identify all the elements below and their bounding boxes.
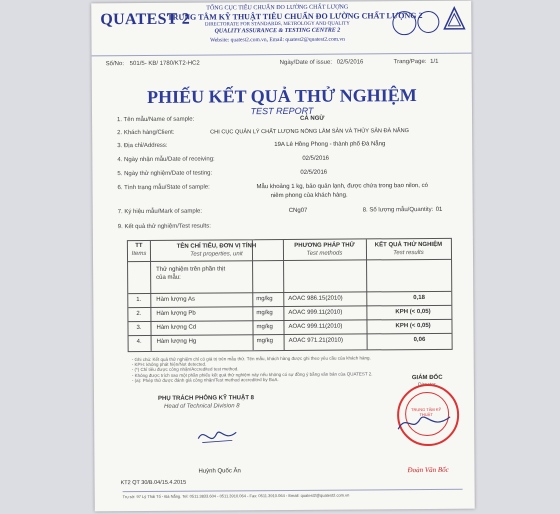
col-header-result: KẾT QUẢ THỬ NGHIỆM [374,241,443,249]
table-group-label-2: của mẫu: [156,274,181,281]
field-label: 7. Ký hiệu mẫu/Mark of sample: [117,208,203,216]
field-label: 4. Ngày nhận mẫu/Date of receiving: [117,156,215,164]
col-header-method: PHƯƠNG PHÁP THỬ [294,242,355,249]
left-signature-icon [194,422,240,448]
note-line: - KPH: không phát hiện/Not detected. [131,361,207,368]
field-value: CẢ NGỪ [300,115,325,122]
field-address [92,141,472,156]
field-test-results [93,222,473,237]
note-line: - Ghi chú: Kết quả thử nghiệm chỉ có giá trị trên mẫu thử. Tên mẫu, khách hàng được ghi theo yêu cầu của khách hàng. [131,355,371,363]
table-row-method: AOAC 999.11(2010) [288,309,343,316]
test-report-sheet [91,1,475,512]
issue-date [280,59,364,66]
table-row-result: 0,18 [413,295,426,302]
page-label: Trang/Page: [393,58,427,66]
field-sample-state [93,183,473,208]
report-header [91,1,471,57]
table-row-method: AOAC 999.11(2010) [288,323,343,330]
field-value-line-2: niêm phong của khách hàng. [270,192,348,200]
field-label: 1. Tên mẫu/Name of sample: [117,116,195,124]
left-signatory-title: PHỤ TRÁCH PHÒNG KỸ THUẬT 8 [157,395,255,402]
right-signatory-title: GIÁM ĐỐC [411,374,443,382]
table-row-no: 2. [136,310,142,318]
note-line: - (a): Phép thử được đánh giá công nhận/Test method accredited by BoA. [131,376,279,383]
form-code: KT2 QT 30/B.04/15.4.2015 [120,479,187,487]
vilas-badge-icon [417,11,439,33]
right-signatory-name: Đoàn Văn Bốc [407,465,449,475]
table-group-label: Thử nghiệm trên phần thịt [156,266,226,273]
report-notes [132,355,452,383]
table-row-result: KPH (< 0,05) [395,308,431,316]
table-row-method: AOAC 986.15(2010) [288,295,343,302]
page-value: 1/1 [430,58,439,65]
doc-number-value: 501/5- KB/ 1780/KT2-HC2 [129,60,200,68]
table-row-method: AOAC 971.21(2010) [288,337,343,344]
table-row-unit: mg/kg [256,310,273,317]
right-signatory-title-en: Director [417,381,436,389]
table-row-result: KPH (< 0,05) [395,322,431,330]
field-value: CHI CỤC QUẢN LÝ CHẤT LƯỢNG NÔNG LÂM SẢN VÀ THỦY SẢN ĐÀ NẴNG [210,128,410,136]
field-testing-date [92,169,472,184]
ilac-mra-badge-icon [392,11,416,35]
report-footer [123,489,463,499]
header-line-3: DIRECTORATE FOR STANDARDS, METROLOGY AND QUALITY [204,21,350,28]
field-sample-mark [93,207,473,222]
table-row-name: Hàm lượng Pb [156,310,196,317]
issue-date-label: Ngày/Date of issue: [279,59,333,67]
table-row-unit: mg/kg [256,338,273,345]
right-signature-icon [394,411,454,437]
table-row-unit: mg/kg [256,296,273,303]
field-value: 02/5/2016 [302,155,330,162]
field-quantity-value: 01 [435,206,443,213]
table-row-unit: mg/kg [256,324,273,331]
table-row-no: 1. [136,296,142,304]
field-label: 6. Tình trạng mẫu/State of sample: [117,184,210,192]
header-line-1: TỔNG CỤC TIÊU CHUẨN ĐO LƯỜNG CHẤT LƯỢNG [206,4,349,12]
field-label: 2. Khách hàng/Client: [117,129,175,137]
table-row-no: 3. [136,324,142,332]
issue-date-value: 02/5/2016 [336,59,364,66]
doc-number [106,61,200,68]
field-label: 3. Địa chỉ/Address: [117,142,168,150]
header-line-5: Website: quatest2.com.vn, Email: quatest2@quatest2.com.vn [210,36,345,44]
field-value: CNg07 [288,207,308,214]
table-row-name: Hàm lượng Hg [156,338,197,345]
footer-text: Trụ sở: 97 Lý Thái Tổ - Đà Nẵng. Tel: 0511.3833.604 - 0511.3910.064 - Fax: 0511.3910.064 - Email: quatest2@quatest2.com.vn [122,492,350,500]
quatest-triangle-icon [443,7,465,31]
report-title: PHIẾU KẾT QUẢ THỬ NGHIỆM [146,85,417,107]
header-line-4: QUALITY ASSURANCE & TESTING CENTRE 2 [214,27,341,35]
field-value: 02/5/2016 [300,169,328,176]
note-line: - Không được trích sao một phần phiếu kết quả thử nghiệm này nếu không có sự đồng ý bằng văn bản của QUATEST 2. [131,370,373,378]
field-quantity-label: 8. Số lượng mẫu/Quantity: [362,206,434,214]
report-subtitle: TEST REPORT [250,105,314,117]
page-number [394,59,439,65]
results-table [127,238,453,352]
note-line: - (*) Chỉ tiêu được công nhận/Accredited test method. [131,366,239,373]
quatest-logo: QUATEST 2 [100,10,191,29]
stamp-text: TRUNG TÂM KỸ THUẬT [410,406,442,418]
field-value: 19A Lê Hồng Phong - thành phố Đà Nẵng [274,141,386,149]
col-header-tt-en: Items [131,250,147,258]
table-row-name: Hàm lượng Cd [156,324,197,331]
col-header-property: TÊN CHỈ TIÊU, ĐƠN VỊ TÍNH [176,243,257,250]
table-row-result: 0,06 [413,337,426,344]
col-header-tt: TT [135,242,143,250]
field-receiving-date [92,155,472,170]
doc-number-label: Số/No: [105,61,125,68]
field-value: Mẫu khoảng 1 kg, bảo quản lạnh, được chứa trong bao nilon, có [256,182,428,191]
col-header-property-en: Test properties, unit [190,251,243,258]
col-header-method-en: Test methods [306,250,343,257]
left-signatory-name: Huỳnh Quốc Ân [198,468,241,475]
table-row-name: Hàm lượng As [156,296,195,303]
field-label: 9. Kết quả thử nghiệm/Test results: [117,223,211,231]
col-header-result-en: Test results [393,250,424,257]
header-line-2: TRUNG TÂM KỸ THUẬT TIÊU CHUẨN ĐO LƯỜNG CHẤT LƯỢNG 2 [167,11,423,22]
table-row-no: 4. [136,338,142,346]
field-label: 5. Ngày thử nghiệm/Date of testing: [117,170,213,178]
left-signatory-title-en: Head of Technical Division 8 [164,403,240,410]
